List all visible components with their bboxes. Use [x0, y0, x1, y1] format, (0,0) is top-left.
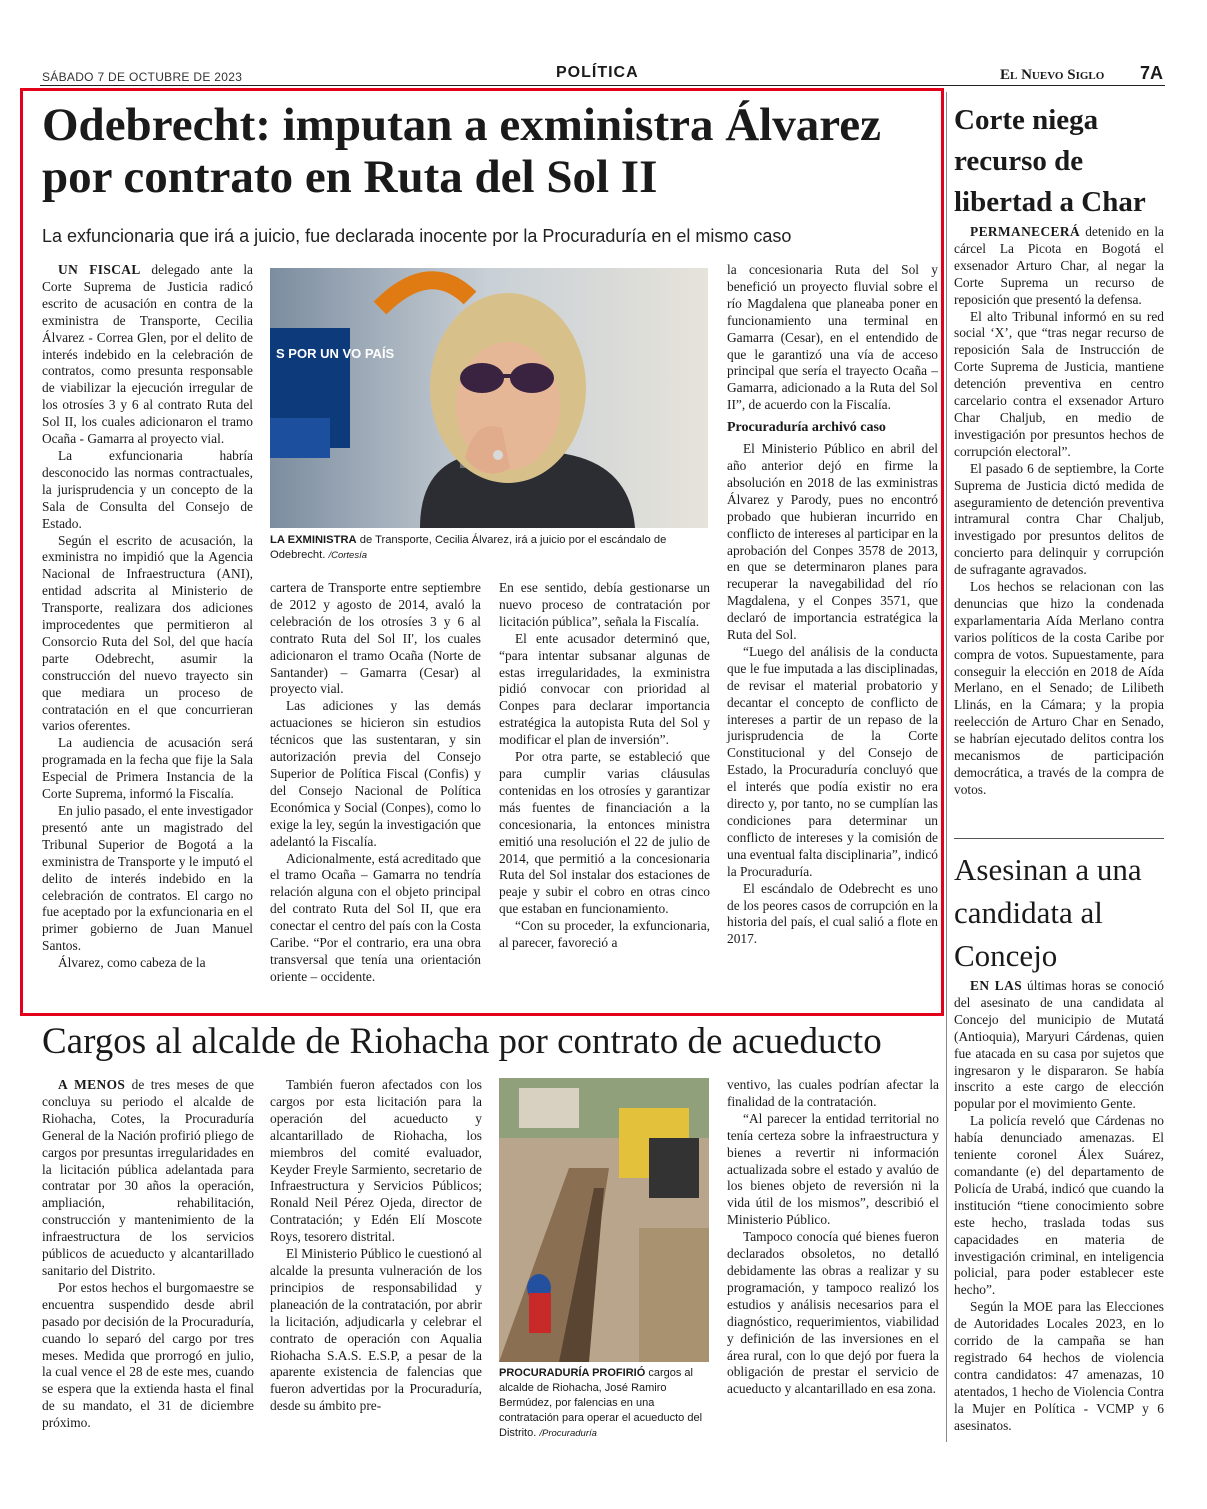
- paragraph: ventivo, las cuales podrían afectar la finalidad de la contratación.: [727, 1077, 939, 1109]
- paragraph: detenido en la cárcel La Picota en Bogotá el exsenador Arturo Char, al negar la Corte Suprema un recurso de reposición que presentó la defensa.: [954, 224, 1164, 307]
- lower-column-2: [270, 1077, 482, 1415]
- main-column-1: [42, 262, 253, 972]
- column-rule: [946, 92, 947, 1442]
- subheading: Procuraduría archivó caso: [727, 420, 886, 436]
- caption-text: de Transporte, Cecilia Álvarez, irá a juicio por el escándalo de Odebrecht.: [270, 534, 667, 561]
- paragraph: En ese sentido, debía gestionarse un nuevo proceso de contratación por licitación pública”, señala la Fiscalía.: [499, 580, 710, 629]
- caption-text: cargos al alcalde de Riohacha, José Ramiro Bermúdez, por falencias en una contratación para operar el acueducto del Distrito.: [499, 1367, 703, 1439]
- paragraph: Los hechos se relacionan con las denuncias que hizo la condenada exparlamentaria Aída Merlano contra varios políticos de la costa Caribe por compra de votos. Supuestamente, para conseguir la elección en 2018 de Aída Merlano, en el Senado; de Lilibeth Llinás, en la Cámara; y la propia reelección de Arturo Char en Senado, se habrían ejecutado delitos contra los mecanismos de participación democrática, a través de la compra de votos.: [954, 579, 1164, 797]
- section-name: POLÍTICA: [556, 64, 639, 81]
- paragraph: Por estos hechos el burgomaestre se encuentra suspendido desde abril pasado por decisión de la Procuraduría, cuando lo separó del cargo por tres meses. Medida que prorrogó en julio, la cual vence el 28 de este mes, cuando se espera que la extienda hasta el final de su mandato, el 31 de diciembre próximo.: [42, 1279, 254, 1431]
- paragraph: La exfuncionaria habría desconocido las normas contractuales, la jurisprudencia y un concepto de la Sala de Consulta del Consejo de Estado.: [42, 447, 253, 531]
- main-column-2: [270, 580, 481, 986]
- photo-caption: [270, 533, 710, 563]
- paragraph: El Ministerio Público en abril del año anterior dejó en firme la absolución en 2018 de las exministras Álvarez y Parody, pues no encontró probado que hubieran incurrido en conflicto de intereses al participar en la aprobación del Conpes 3578 de 2013, en que se determinaron planes para recuperar la navegabilidad del río Magdalena, y el Conpes 3571, que declaró de importancia estratégica la Ruta del Sol.: [727, 441, 938, 643]
- lower-column-1: [42, 1077, 254, 1432]
- paragraph: También fueron afectados con los cargos por esta licitación para la operación del acueducto y alcantarillado de Riohacha, los miembros del comité evaluador, Keyder Freyle Sarmiento, secretario de Infraestructura y Servicios Públicos; Ronald Neil Pérez Ojeda, director de Contratación; y Edén Elí Moscote Roys, tesorero distrital.: [270, 1077, 482, 1245]
- header-rule: [40, 85, 1165, 86]
- lead-in: A MENOS: [58, 1077, 126, 1092]
- caption-lead: PROCURADURÍA PROFIRIÓ: [499, 1367, 646, 1379]
- paragraph: El escándalo de Odebrecht es uno de los peores casos de corrupción en la historia del país, el cual salió a flote en 2017.: [727, 880, 938, 947]
- paragraph: de tres meses de que concluya su periodo el alcalde de Riohacha, Cotes, la Procuraduría General de la Nación profirió pliego de cargos por presuntas irregularidades en la licitación pública adelantada para contratar por 30 años la operación, ampliación, rehabilitación, construcción y mantenimiento de la infraestructura de los servicios públicos de acueducto y alcantarillado sanitario del Distrito.: [42, 1077, 254, 1278]
- exminister-photo: [270, 268, 708, 528]
- caption-lead: LA EXMINISTRA: [270, 534, 357, 546]
- paragraph: Adicionalmente, está acreditado que el tramo Ocaña – Gamarra no tendría relación alguna con el objeto principal del contrato Ruta del Sol II, que era conectar el centro del país con la Costa Caribe. “Por el contrario, era una obra transversal que tenía una orientación oriente – occidente.: [270, 850, 481, 984]
- paragraph: delegado ante la Corte Suprema de Justicia radicó escrito de acusación en contra de la exministra de Transporte, Cecilia Álvarez - Correa Glen, por el delito de interés indebido en la celebración de contratos, como presunta responsable de viabilizar la ejecución irregular de los otrosíes 3 y 6 al contrato Ruta del Sol II, los cuales adicionaron el tramo Ocaña - Gamarra al proyecto vial.: [42, 262, 253, 447]
- photo-caption: [499, 1366, 711, 1441]
- paragraph: En julio pasado, el ente investigador presentó ante un magistrado del Tribunal Superior de Bogotá a la exministra de Transporte y le imputó el delito de interés indebido en la celebración de contratos. El cargo no fue aceptado por la exfuncionaria en el primer gobierno de Juan Manuel Santos.: [42, 803, 253, 954]
- sidebar-story-char: [954, 224, 1164, 799]
- main-column-3: [499, 580, 710, 952]
- lead-in: PERMANECERÁ: [970, 224, 1081, 239]
- sidebar-headline-candidate: Asesinan a una candidata al Concejo: [954, 852, 1142, 973]
- paragraph: Por otra parte, se estableció que para cumplir varias cláusulas contenidas en los otrosíes y garantizar más fuentes de financiación a la concesionaria, la entonces ministra emitió una resolución el 22 de julio de 2014, que permitió a la concesionaria Ruta del Sol instalar dos estaciones de peaje y subir el cobro en otras cinco que estaban en funcionamiento.: [499, 749, 710, 917]
- paragraph: “Luego del análisis de la conducta que le fue imputada a las disciplinadas, de revisar el material probatorio y decantar el concepto de conflicto de intereses a partir de un repaso de la jurisprudencia de la Corte Constitucional y del Consejo de Estado, la Procuraduría concluyó que el interés que podía existir no era directo y, por tanto, no se cumplían las condiciones para determinar un conflicto de intereses y la comisión de una eventual falta disciplinaria”, indicó la Procuraduría.: [727, 643, 938, 879]
- paragraph: Álvarez, como cabeza de la: [58, 955, 206, 971]
- main-column-4: [727, 262, 938, 948]
- banner-text: S POR UN VO PAÍS: [276, 346, 395, 361]
- paragraph: Según la MOE para las Elecciones de Autoridades Locales 2023, en lo corrido de la campaña se han registrado 64 hechos de violencia contra candidatos: 47 amenazas, 10 atentados, 1 hecho de Violencia Contra la Mujer en Política - VCMP y 6 asesinatos.: [954, 1299, 1164, 1433]
- page-number: 7A: [1140, 63, 1164, 83]
- paragraph: Según el escrito de acusación, la exministra no impidió que la Agencia Nacional de Infraestructura (ANI), entidad adscrita al Ministerio de Transporte, realizara dos adiciones improcedentes que permitieron al Consorcio Ruta del Sol, del que hacía parte Odebrecht, asumir la construcción del nuevo trayecto sin que mediara un proceso de contratación en el que concurrieran varios oferentes.: [42, 532, 253, 734]
- sidebar-story-candidate: [954, 978, 1164, 1434]
- paragraph: cartera de Transporte entre septiembre de 2012 y agosto de 2014, avaló la celebración de los otrosíes 3 y 6 al contrato Ruta del Sol II', los cuales adicionaron el tramo Ocaña (Norte de Santander) – Gamarra (Cesar) al proyecto vial.: [270, 580, 481, 697]
- main-headline: Odebrecht: imputan a exministra Álvarez por contrato en Ruta del Sol II: [42, 99, 881, 203]
- paragraph: “Con su proceder, la exfuncionaria, al parecer, favoreció a: [499, 918, 710, 951]
- lower-column-4: [727, 1077, 939, 1398]
- lower-headline: Cargos al alcalde de Riohacha por contrato de acueducto: [42, 1021, 882, 1062]
- newspaper-name: El Nuevo Siglo: [1000, 67, 1105, 83]
- lead-in: EN LAS: [970, 978, 1023, 993]
- sidebar-divider: [954, 838, 1164, 839]
- paragraph: Tampoco conocía qué bienes fueron declarados obsoletos, no detalló debidamente las obras a realizar y su programación, y tampoco realizó los estudios y análisis necesarios para el diagnóstico, requerimientos, viabilidad y definición de las inversiones en el área rural, con lo que dejó por fuera la obligación de prestar el servicio de acueducto y alcantarillado en esa zona.: [727, 1229, 939, 1397]
- paragraph: últimas horas se conoció del asesinato de una candidata al Concejo del municipio de Mutatá (Antioquia), Maryuri Cárdenas, quien fue atacada en su casa por sujetos que ingresaron y le dispararon. Se había inscrito a este cargo de elección popular por el movimiento Gente.: [954, 978, 1164, 1112]
- paragraph: “Al parecer la entidad territorial no tenía certeza sobre la infraestructura y bienes a revertir ni información actualizada sobre el estado y avalúo de los bienes objeto de reversión ni la vida útil de los mismos”, describió el Ministerio Público.: [727, 1110, 939, 1228]
- paragraph: La policía reveló que Cárdenas no había denunciado amenazas. El teniente coronel Álex Suárez, comandante (e) del departamento de Policía de Urabá, indicó que cuando la institución “tiene conocimiento sobre este hecho, traslada todas sus capacidades en materia de investigación criminal, en inteligencia policial, para poder establecer este hecho”.: [954, 1113, 1164, 1298]
- photo-credit: /Cortesía: [328, 550, 368, 561]
- sidebar-headline-char: Corte niega recurso de libertad a Char: [954, 104, 1146, 218]
- photo-credit: /Procuraduría: [539, 1428, 597, 1439]
- lead-in: UN FISCAL: [58, 262, 141, 277]
- paragraph: El ente acusador determinó que, “para intentar subsanar algunas de estas irregularidades, la exministra pidió convocar con prioridad al Conpes para declarar importancia estratégica la autopista Ruta del Sol y modificar el plan de inversión”.: [499, 630, 710, 748]
- main-deck: La exfuncionaria que irá a juicio, fue declarada inocente por la Procuraduría en el mismo caso: [42, 226, 792, 246]
- excavation-photo: [499, 1078, 709, 1362]
- page-date: SÁBADO 7 DE OCTUBRE DE 2023: [42, 70, 243, 84]
- paragraph: Las adiciones y las demás actuaciones se hicieron sin estudios técnicos que las sustentaran, y sin autorización previa del Consejo Superior de Política Fiscal (Confis) y del Consejo Nacional de Política Económica y Social (Conpes), como lo exige la ley, según la investigación que adelantó la Fiscalía.: [270, 698, 481, 849]
- paragraph: El pasado 6 de septiembre, la Corte Suprema de Justicia dictó medida de aseguramiento de detención preventiva intramural contra Char Chaljub, investigado por presuntos delitos de concierto para delinquir y corrupción de sufragante agravados.: [954, 460, 1164, 578]
- paragraph: La audiencia de acusación será programada en la fecha que fije la Sala Especial de Primera Instancia de la Corte Suprema, informó la Fiscalía.: [42, 735, 253, 802]
- paragraph: El alto Tribunal informó en su red social ‘X’, que “tras negar recurso de reposición Sala de Instrucción de Corte Suprema de Justicia, mantiene detención preventiva en centro carcelario contra el exsenador Arturo Char Chaljub, en medio de investigación por presuntos hechos de corrupción electoral”.: [954, 308, 1164, 459]
- paragraph: El Ministerio Público le cuestionó al alcalde la presunta vulneración de los principios de responsabilidad y planeación de la contratación, por abrir la licitación, adjudicarla y celebrar el contrato de operación con Aqualia Riohacha S.A.S. E.S.P, a pesar de la aparente existencia de falencias que fueron advertidas por la Procuraduría, desde su ámbito pre-: [270, 1246, 482, 1414]
- paragraph: la concesionaria Ruta del Sol y benefició un proyecto fluvial sobre el río Magdalena que planeaba poner en funcionamiento una terminal en Gamarra (Cesar), en el entendido de que le garantizó una vía de acceso principal que sería el trayecto Ocaña – Gamarra, adicionado a la Ruta del Sol II”, de acuerdo con la Fiscalía.: [727, 262, 938, 413]
